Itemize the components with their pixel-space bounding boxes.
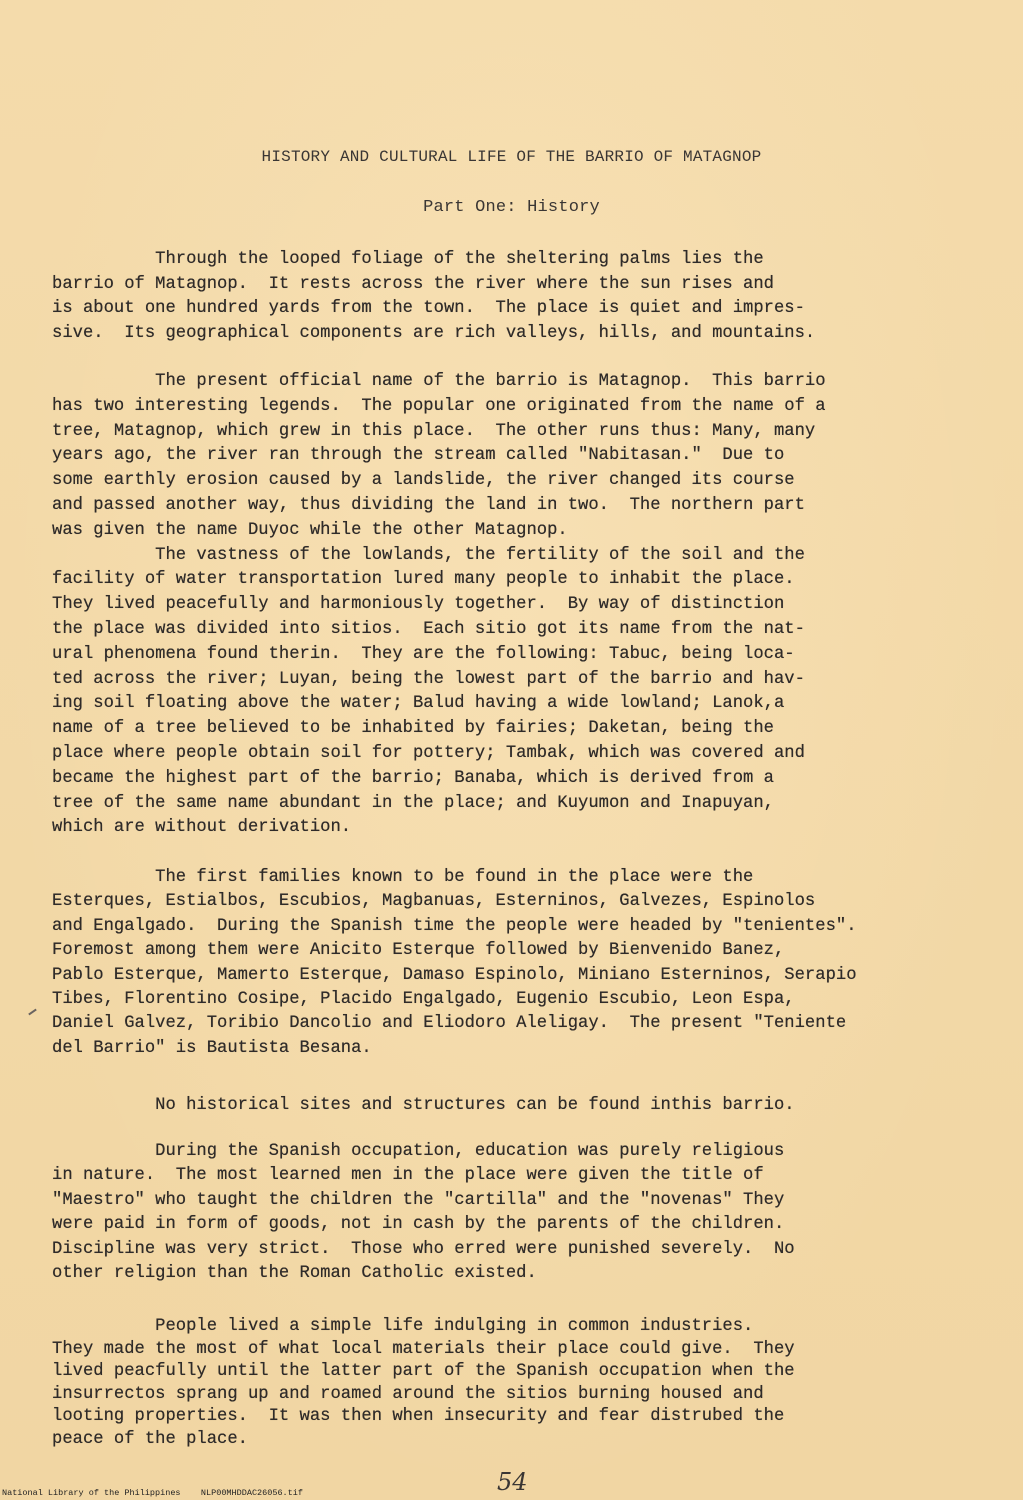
paragraph-industries: People lived a simple life indulging in common industries. They made the most of what local materials their place could give. They lived peacfully until the latter part of the Spanish occupation when the insurrectos sprang up and roamed around the sitios burning housed and looting properties. It was then when insecurity and fear distrubed the peace of the place.	[52, 1317, 795, 1449]
paragraph-first-families: The first families known to be found in the place were the Esterques, Estialbos, Escubios, Magbanuas, Esterninos, Galvezes, Espinolos and Engalgado. During the Spanish time the people were headed by "tenientes". Foremost among them were Anicito Esterque followed by Bienvenido Banez, Pablo Esterque, Mamerto Esterque, Damaso Espinolo, Miniano Esterninos, Serapio Tibes, Florentino Cosipe, Placido Engalgado, Eugenio Escubio, Leon Espa, Daniel Galvez, Toribio Dancolio and Eliodoro Aleligay. The present "Teniente del Barrio" is Bautista Besana.	[52, 868, 857, 1058]
archive-footer: National Library of the Philippines NLP00MHDDAC26056.tif	[2, 1488, 303, 1498]
paragraph-legends-and-sitios: The present official name of the barrio is Matagnop. This barrio has two interesting legends. The popular one originated from the name of a tree, Matagnop, which grew in this place. The other runs thus: Many, many years ago, the river ran through the stream called "Nabitasan." Due to some earthly erosion caused by a landslide, the river changed its course and passed another way, thus dividing the land in two. The northern part was given the name Duyoc while the other Matagnop. The vastness of the lowlands, the fertility of the soil and the facility of water transportation lured many people to inhabit the place. They lived peacefully and harmoniously together. By way of distinction the place was divided into sitios. Each sitio got its name from the nat- ural phenomena found therin. They are the following: Tabuc, being loca- ted across the river; Luyan, being the lowest part of the barrio and hav- ing soil floating above the water; Balud having a wide lowland; Lanok,a name of a tree believed to be inhabited by fairies; Daketan, being the place where people obtain soil for pottery; Tambak, which was covered and became the highest part of the barrio; Banaba, which is derived from a tree of the same name abundant in the place; and Kuyumon and Inapuyan, which are without derivation.	[52, 372, 826, 838]
paragraph-location: Through the looped foliage of the sheltering palms lies the barrio of Matagnop. It rests across the river where the sun rises and is about one hundred yards from the town. The place is quiet and impres- sive. Its geographical components are rich valleys, hills, and mountains.	[52, 250, 816, 343]
document-title: HISTORY AND CULTURAL LIFE OF THE BARRIO OF MATAGNOP	[261, 148, 762, 166]
section-subtitle: Part One: History	[423, 198, 600, 217]
margin-pencil-mark	[28, 1009, 37, 1016]
page-number: 54	[497, 1468, 528, 1496]
paragraph-education: During the Spanish occupation, education was purely religious in nature. The most learned men in the place were given the title of "Maestro" who taught the children the "cartilla" and the "novenas" They were paid in form of goods, not in cash by the parents of the children. Discipline was very strict. Those who erred were punished severely. No other religion than the Roman Catholic existed.	[52, 1142, 795, 1284]
paragraph-historical-sites: No historical sites and structures can be found inthis barrio.	[52, 1096, 795, 1115]
